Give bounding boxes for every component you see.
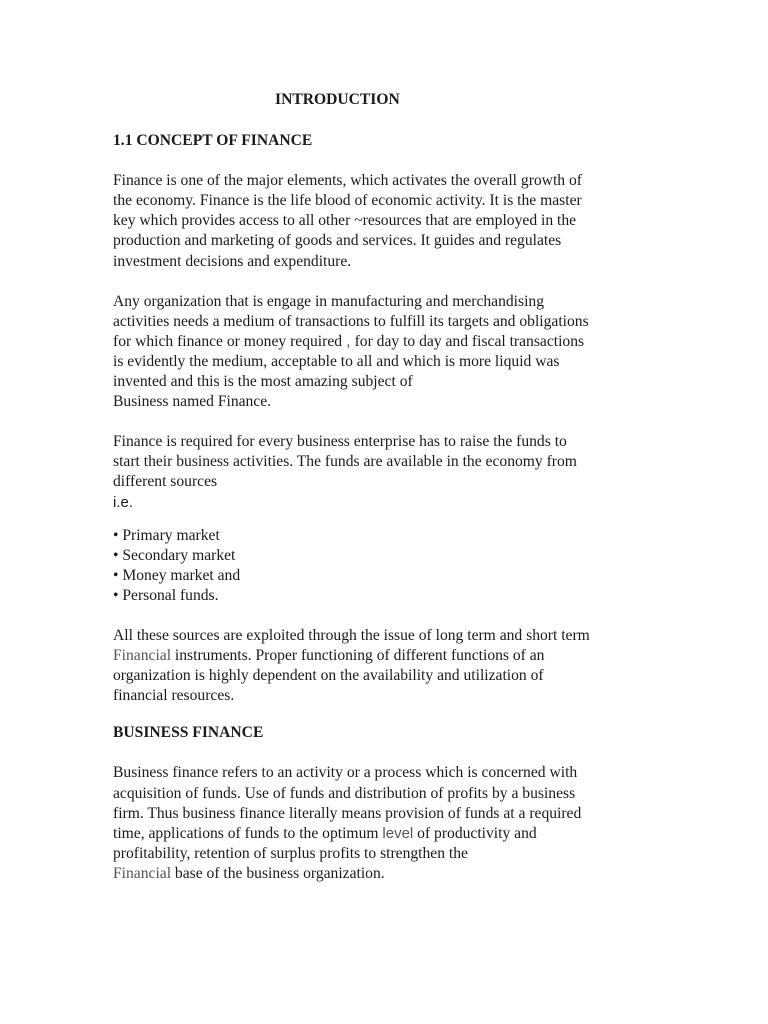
text-line: is evidently the medium, acceptable to all and which is more liquid was <box>113 352 560 370</box>
section-heading-business-finance: BUSINESS FINANCE <box>113 724 264 742</box>
text-fragment: Financial <box>113 864 172 882</box>
text-fragment: of productivity and <box>413 824 537 842</box>
text-line <box>113 824 653 844</box>
comma-glyph: , <box>342 332 355 350</box>
text-line <box>113 332 653 352</box>
text-fragment: instruments. Proper functioning of different functions of an <box>171 647 545 665</box>
text-line: investment decisions and expenditure. <box>113 252 352 270</box>
list-item: • Primary market <box>113 526 220 544</box>
text-fragment: for day to day and fiscal transactions <box>354 332 585 350</box>
text-line: Business finance refers to an activity or a process which is concerned with <box>113 764 578 782</box>
text-line: financial resources. <box>113 687 235 705</box>
paragraph-sources-exploited <box>113 626 653 706</box>
text-line: invented and this is the most amazing subject of <box>113 373 413 391</box>
text-line <box>113 864 653 884</box>
text-fragment: base of the business organization. <box>171 864 385 882</box>
text-line: different sources <box>113 473 218 491</box>
page-title: INTRODUCTION <box>275 91 400 108</box>
text-line: Business named Finance. <box>113 393 272 411</box>
text-line: profitability, retention of surplus profits to strengthen the <box>113 844 468 862</box>
text-fragment: Financial <box>113 647 172 665</box>
funding-sources-list <box>113 526 653 606</box>
section-heading-concept: 1.1 CONCEPT OF FINANCE <box>113 132 313 150</box>
text-line: Finance is one of the major elements, which activates the overall growth of <box>113 172 582 190</box>
text-line: All these sources are exploited through the issue of long term and short term <box>113 626 590 644</box>
text-line: Any organization that is engage in manufacturing and merchandising <box>113 292 545 310</box>
text-fragment-level: level <box>382 824 414 842</box>
paragraph-funds-required <box>113 432 653 512</box>
text-line: acquisition of funds. Use of funds and distribution of profits by a business <box>113 784 576 802</box>
text-fragment: for which finance or money required <box>113 332 343 350</box>
list-item: • Money market and <box>113 566 241 584</box>
text-line: activities needs a medium of transactions to fulfill its targets and obligations <box>113 312 589 330</box>
paragraph-finance-intro <box>113 171 653 271</box>
text-line: production and marketing of goods and services. It guides and regulates <box>113 232 562 250</box>
text-line: start their business activities. The funds are available in the economy from <box>113 453 577 471</box>
paragraph-organization <box>113 292 653 413</box>
text-fragment: time, applications of funds to the optimum <box>113 824 383 842</box>
text-line: key which provides access to all other ~resources that are employed in the <box>113 212 577 230</box>
text-line: the economy. Finance is the life blood of economic activity. It is the master <box>113 192 582 210</box>
paragraph-business-finance <box>113 763 653 884</box>
list-item: • Secondary market <box>113 546 236 564</box>
text-line: firm. Thus business finance literally means provision of funds at a required <box>113 804 582 822</box>
list-item: • Personal funds. <box>113 586 219 604</box>
text-line <box>113 646 653 666</box>
text-line: organization is highly dependent on the availability and utilization of <box>113 667 544 685</box>
document-page <box>113 90 653 904</box>
ie-label: i.e. <box>113 493 134 511</box>
text-line: Finance is required for every business enterprise has to raise the funds to <box>113 433 567 451</box>
